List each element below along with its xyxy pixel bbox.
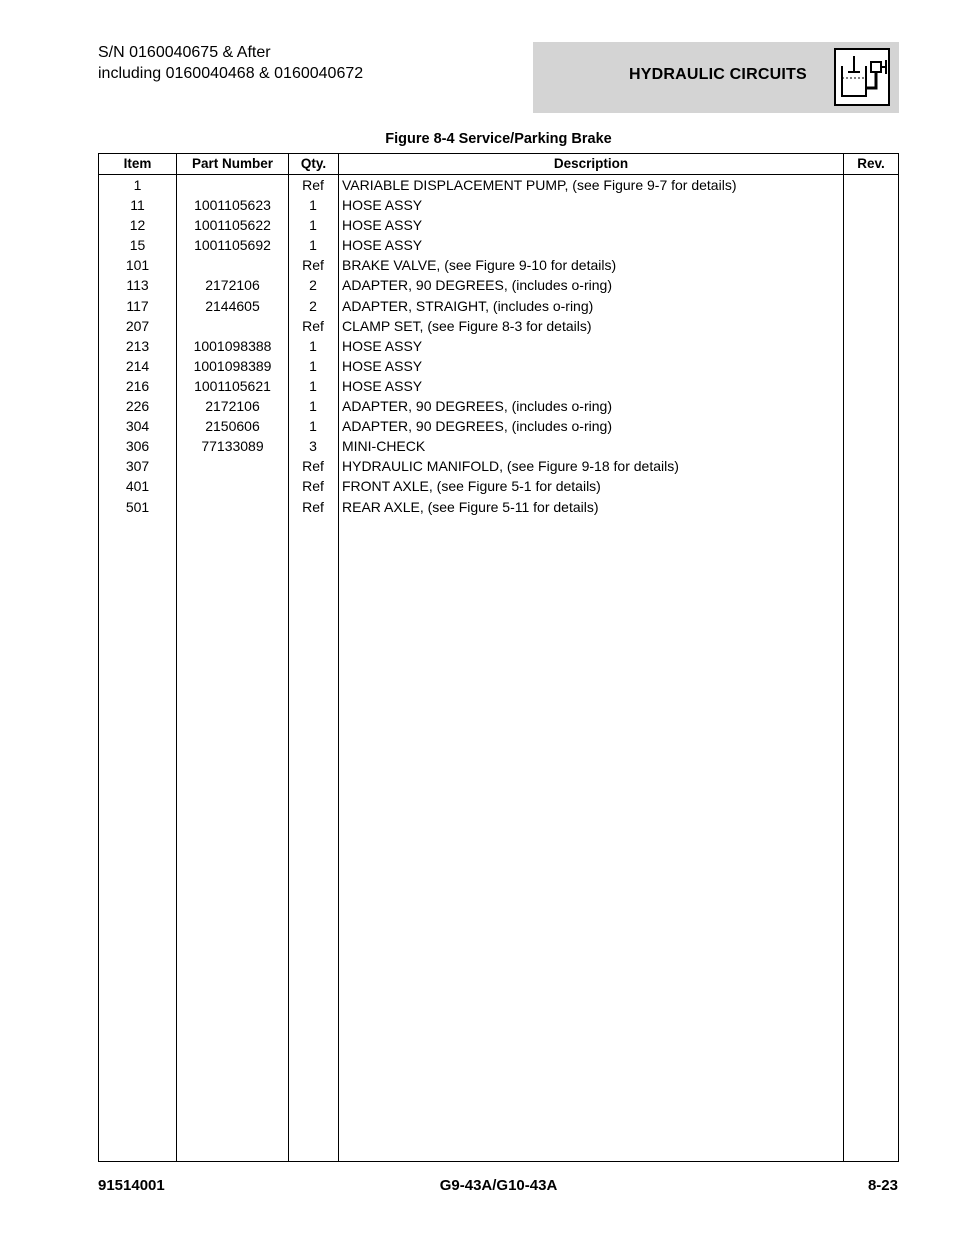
part-number-cell: 77133089 bbox=[201, 438, 264, 455]
table-row bbox=[99, 175, 898, 195]
item-cell: 306 bbox=[125, 438, 150, 455]
footer-page-number: 8-23 bbox=[867, 1177, 898, 1194]
item-cell: 307 bbox=[125, 458, 150, 475]
table-row bbox=[99, 396, 898, 416]
description-cell: FRONT AXLE, (see Figure 5-1 for details) bbox=[342, 478, 601, 495]
table-row bbox=[99, 195, 898, 215]
description-cell: HOSE ASSY bbox=[342, 237, 423, 254]
part-number-cell: 1001105622 bbox=[194, 217, 271, 234]
parts-table bbox=[98, 153, 899, 1162]
qty-cell: Ref bbox=[302, 317, 324, 334]
qty-cell: Ref bbox=[302, 257, 324, 274]
description-cell: ADAPTER, 90 DEGREES, (includes o-ring) bbox=[342, 277, 612, 294]
item-cell: 501 bbox=[125, 498, 150, 515]
table-row bbox=[99, 255, 898, 275]
serial-number-block bbox=[98, 42, 363, 84]
description-cell: HOSE ASSY bbox=[342, 217, 423, 234]
item-cell: 1 bbox=[133, 177, 142, 193]
qty-cell: Ref bbox=[302, 458, 324, 475]
qty-cell: 2 bbox=[309, 277, 317, 294]
part-number-cell: 1001098389 bbox=[193, 357, 272, 374]
table-row bbox=[99, 416, 898, 436]
qty-cell: 1 bbox=[309, 217, 317, 234]
description-cell: ADAPTER, STRAIGHT, (includes o-ring) bbox=[342, 297, 594, 314]
part-number-cell: 2144605 bbox=[205, 297, 260, 314]
table-row bbox=[99, 235, 898, 255]
table-row bbox=[99, 336, 898, 356]
table-row bbox=[99, 476, 898, 496]
description-cell: HOSE ASSY bbox=[342, 357, 423, 374]
description-cell: MINI-CHECK bbox=[342, 438, 426, 455]
item-cell: 101 bbox=[125, 257, 150, 274]
item-cell: 117 bbox=[126, 297, 149, 314]
qty-cell: 1 bbox=[309, 398, 317, 415]
figure-title: Figure 8-4 Service/Parking Brake bbox=[385, 131, 612, 147]
description-cell: HYDRAULIC MANIFOLD, (see Figure 9-18 for details) bbox=[342, 458, 679, 475]
table-row bbox=[99, 456, 898, 476]
table-row bbox=[99, 497, 898, 517]
part-number-cell: 2172106 bbox=[205, 277, 260, 294]
section-title: HYDRAULIC CIRCUITS bbox=[629, 66, 807, 83]
item-cell: 213 bbox=[125, 337, 150, 354]
table-row bbox=[99, 316, 898, 336]
table-row bbox=[99, 376, 898, 396]
column-header-qty: Qty. bbox=[300, 156, 327, 171]
table-row bbox=[99, 436, 898, 456]
section-tab bbox=[533, 42, 899, 113]
description-cell: BRAKE VALVE, (see Figure 9-10 for details) bbox=[342, 257, 617, 274]
column-header-item: Item bbox=[123, 156, 152, 171]
item-cell: 207 bbox=[125, 317, 150, 334]
footer-model: G9-43A/G10-43A bbox=[439, 1177, 558, 1194]
item-cell: 304 bbox=[125, 418, 150, 435]
item-cell: 11 bbox=[130, 197, 145, 214]
part-number-cell: 2172106 bbox=[205, 398, 260, 415]
qty-cell: 1 bbox=[309, 237, 317, 254]
description-cell: HOSE ASSY bbox=[342, 337, 423, 354]
item-cell: 113 bbox=[126, 277, 149, 294]
qty-cell: 1 bbox=[309, 377, 317, 394]
part-number-cell: 1001105621 bbox=[194, 377, 271, 394]
table-row bbox=[99, 215, 898, 235]
description-cell: REAR AXLE, (see Figure 5-11 for details) bbox=[342, 498, 599, 515]
description-cell: ADAPTER, 90 DEGREES, (includes o-ring) bbox=[342, 418, 612, 435]
table-row bbox=[99, 356, 898, 376]
description-cell: HOSE ASSY bbox=[342, 197, 423, 214]
item-cell: 12 bbox=[129, 217, 146, 234]
item-cell: 401 bbox=[125, 478, 150, 495]
serial-number-line-1: S/N 0160040675 & After bbox=[98, 44, 271, 61]
serial-number-line-2: including 0160040468 & 0160040672 bbox=[98, 65, 364, 82]
part-number-cell: 1001105623 bbox=[194, 197, 271, 214]
table-row bbox=[99, 275, 898, 295]
column-header-rev: Rev. bbox=[857, 156, 885, 171]
item-cell: 216 bbox=[125, 377, 150, 394]
qty-cell: 1 bbox=[309, 337, 317, 354]
part-number-cell: 2150606 bbox=[205, 418, 260, 435]
part-number-cell: 1001098388 bbox=[193, 337, 272, 354]
qty-cell: 3 bbox=[309, 438, 317, 455]
qty-cell: 1 bbox=[309, 357, 317, 374]
item-cell: 226 bbox=[125, 398, 150, 415]
hydraulic-reservoir-icon bbox=[834, 48, 890, 106]
column-header-description: Description bbox=[553, 156, 629, 171]
qty-cell: Ref bbox=[302, 177, 324, 193]
qty-cell: 2 bbox=[309, 297, 317, 314]
qty-cell: Ref bbox=[302, 498, 324, 515]
footer-doc-number: 91514001 bbox=[98, 1177, 165, 1194]
description-cell: VARIABLE DISPLACEMENT PUMP, (see Figure 9-7 for details) bbox=[342, 177, 737, 193]
item-cell: 15 bbox=[129, 237, 146, 254]
table-body bbox=[99, 175, 898, 517]
qty-cell: 1 bbox=[309, 197, 317, 214]
qty-cell: 1 bbox=[309, 418, 317, 435]
qty-cell: Ref bbox=[302, 478, 324, 495]
table-row bbox=[99, 296, 898, 316]
item-cell: 214 bbox=[125, 357, 150, 374]
description-cell: ADAPTER, 90 DEGREES, (includes o-ring) bbox=[342, 398, 612, 415]
description-cell: CLAMP SET, (see Figure 8-3 for details) bbox=[342, 317, 592, 334]
description-cell: HOSE ASSY bbox=[342, 377, 423, 394]
part-number-cell: 1001105692 bbox=[194, 237, 271, 254]
column-header-part-number: Part Number bbox=[191, 156, 274, 171]
